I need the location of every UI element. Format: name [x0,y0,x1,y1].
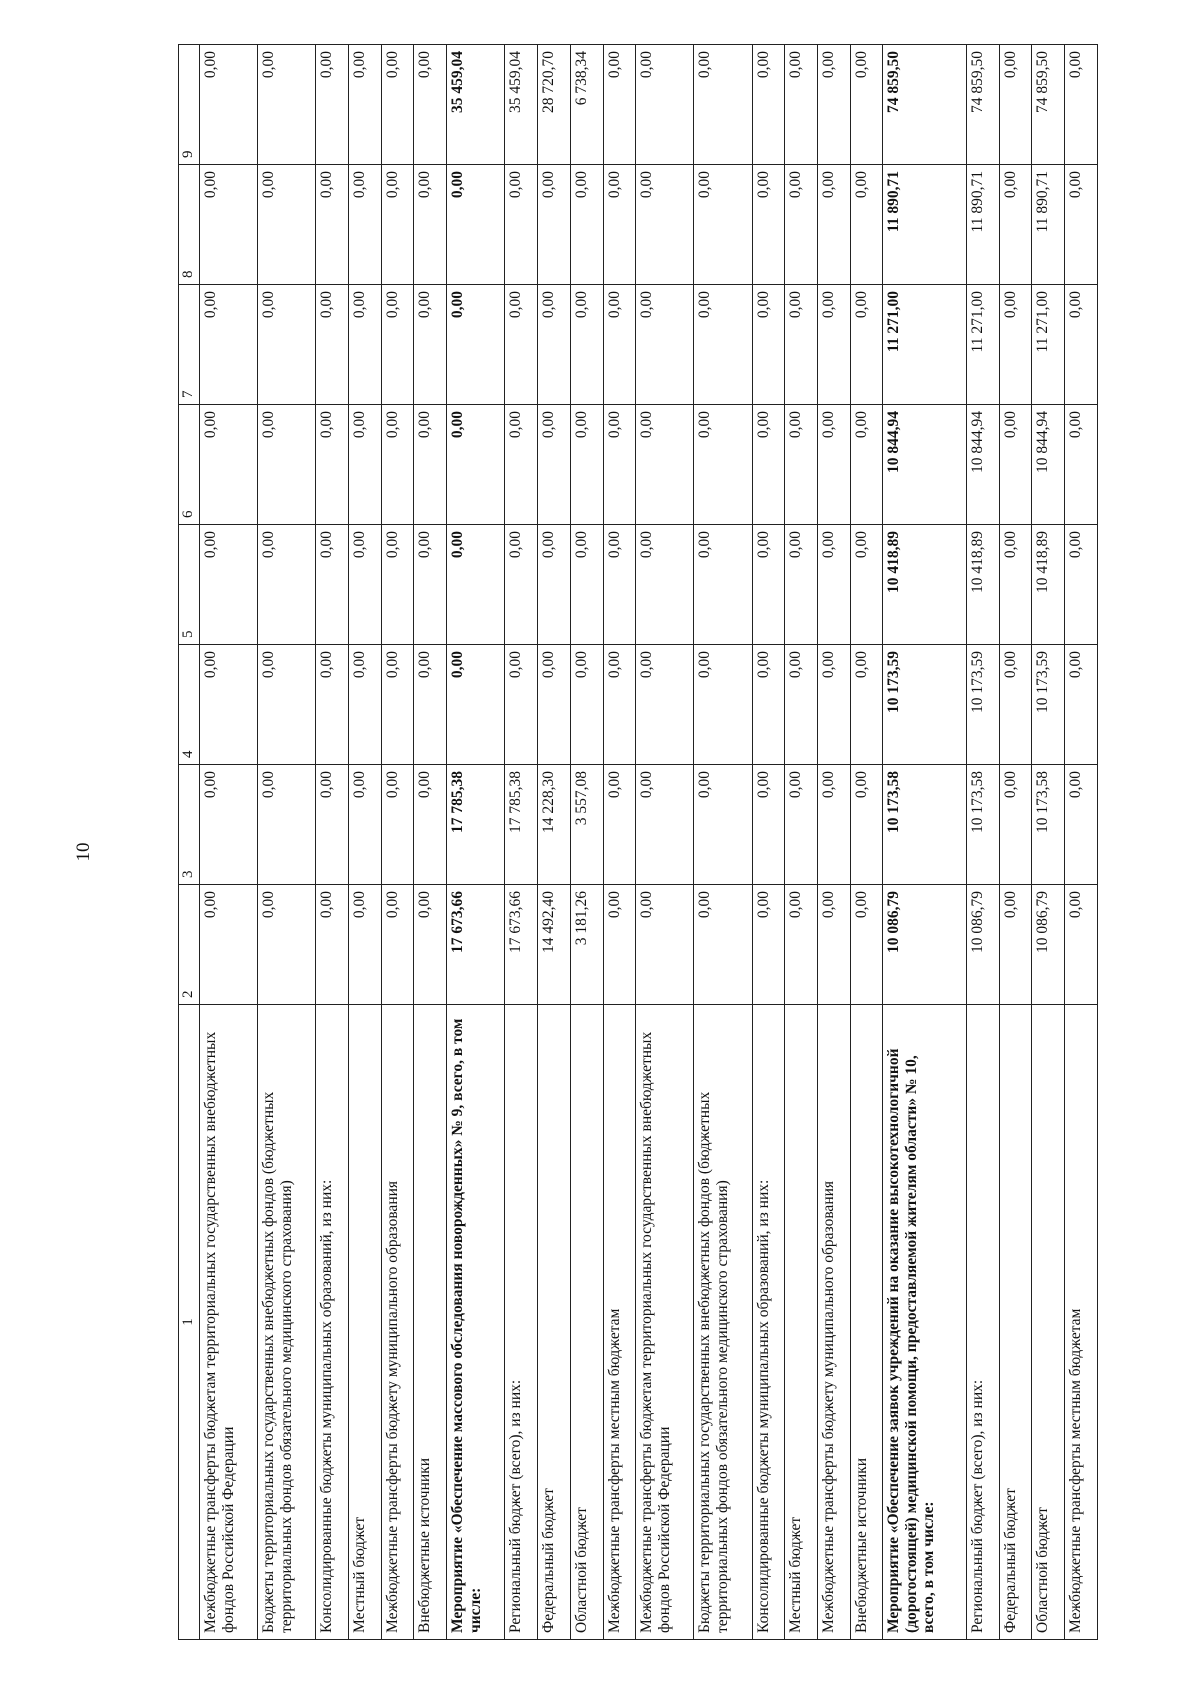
row-value: 0,00 [850,45,883,165]
table-row [570,45,603,1640]
row-value: 0,00 [817,645,850,765]
row-value: 0,00 [349,765,382,885]
row-value: 0,00 [381,525,414,645]
table-row [967,45,1000,1640]
row-value: 0,00 [817,525,850,645]
row-label: Областной бюджет [1032,1005,1065,1640]
row-value: 0,00 [999,285,1032,405]
row-label: Местный бюджет [349,1005,382,1640]
row-value: 0,00 [414,45,447,165]
row-value: 0,00 [414,165,447,285]
column-header: 3 [179,765,200,885]
row-value: 0,00 [349,645,382,765]
column-header: 1 [179,1005,200,1640]
row-value: 0,00 [200,645,258,765]
table-header-row [179,45,200,1640]
row-value: 74 859,50 [967,45,1000,165]
row-value: 0,00 [258,165,316,285]
row-value: 0,00 [817,45,850,165]
row-label: Межбюджетные трансферты бюджету муниципального образования [381,1005,414,1640]
row-value: 0,00 [505,285,538,405]
row-value: 0,00 [316,765,349,885]
row-value: 10 418,89 [883,525,967,645]
row-value: 0,00 [447,645,505,765]
row-value: 0,00 [258,45,316,165]
row-value: 0,00 [200,765,258,885]
row-value: 0,00 [538,165,571,285]
row-value: 0,00 [752,45,785,165]
row-value: 0,00 [636,285,694,405]
row-value: 0,00 [200,45,258,165]
table-row [1065,45,1098,1640]
row-value: 0,00 [381,885,414,1005]
row-value: 0,00 [1065,285,1098,405]
row-value: 0,00 [570,645,603,765]
table-row [752,45,785,1640]
table-row [349,45,382,1640]
row-label: Областной бюджет [570,1005,603,1640]
row-label: Мероприятие «Обеспечение массового обследования новорожденных» № 9, всего, в том числе: [447,1005,505,1640]
row-value: 0,00 [381,165,414,285]
row-value: 0,00 [850,405,883,525]
row-label: Межбюджетные трансферты бюджетам территориальных государственных внебюджетных фондов Российской Федерации [200,1005,258,1640]
row-value: 0,00 [817,285,850,405]
row-value: 0,00 [850,645,883,765]
row-value: 0,00 [414,765,447,885]
row-value: 0,00 [636,405,694,525]
row-value: 0,00 [694,645,752,765]
row-value: 0,00 [316,285,349,405]
column-header: 2 [179,885,200,1005]
row-value: 10 844,94 [1032,405,1065,525]
row-value: 0,00 [785,645,818,765]
row-value: 0,00 [603,525,636,645]
row-value: 0,00 [258,885,316,1005]
row-value: 0,00 [200,885,258,1005]
row-value: 0,00 [636,885,694,1005]
row-value: 0,00 [752,525,785,645]
row-value: 0,00 [785,405,818,525]
row-label: Межбюджетные трансферты местным бюджетам [603,1005,636,1640]
row-value: 14 228,30 [538,765,571,885]
row-value: 0,00 [1065,645,1098,765]
row-value: 0,00 [316,885,349,1005]
row-value: 0,00 [752,885,785,1005]
row-value: 0,00 [999,885,1032,1005]
row-value: 10 173,59 [883,645,967,765]
row-label: Бюджеты территориальных государственных внебюджетных фондов (бюджетных территориальных фондов обязательного медицинского страхования) [694,1005,752,1640]
row-value: 0,00 [1065,45,1098,165]
row-value: 10 086,79 [967,885,1000,1005]
table-row [316,45,349,1640]
row-value: 0,00 [785,765,818,885]
row-value: 0,00 [258,525,316,645]
row-value: 14 492,40 [538,885,571,1005]
row-value: 0,00 [381,45,414,165]
row-value: 0,00 [538,285,571,405]
row-value: 3 181,26 [570,885,603,1005]
row-value: 35 459,04 [505,45,538,165]
row-value: 17 673,66 [447,885,505,1005]
row-value: 74 859,50 [1032,45,1065,165]
row-value: 10 173,58 [1032,765,1065,885]
row-label: Межбюджетные трансферты местным бюджетам [1065,1005,1098,1640]
row-value: 0,00 [414,885,447,1005]
row-value: 10 086,79 [883,885,967,1005]
row-value: 0,00 [447,285,505,405]
row-value: 0,00 [414,645,447,765]
column-header: 8 [179,165,200,285]
row-value: 0,00 [603,405,636,525]
row-value: 0,00 [636,645,694,765]
row-value: 0,00 [694,885,752,1005]
row-value: 0,00 [603,765,636,885]
row-value: 0,00 [414,285,447,405]
row-value: 0,00 [381,765,414,885]
row-value: 0,00 [694,45,752,165]
row-value: 74 859,50 [883,45,967,165]
row-value: 0,00 [603,285,636,405]
table-row [883,45,967,1640]
row-value: 35 459,04 [447,45,505,165]
row-value: 0,00 [381,285,414,405]
row-value: 10 844,94 [967,405,1000,525]
row-value: 3 557,08 [570,765,603,885]
row-value: 11 271,00 [883,285,967,405]
row-value: 0,00 [999,405,1032,525]
row-label: Региональный бюджет (всего), из них: [505,1005,538,1640]
table-row [1032,45,1065,1640]
row-value: 0,00 [999,525,1032,645]
row-value: 10 173,58 [967,765,1000,885]
row-value: 0,00 [636,165,694,285]
row-value: 0,00 [694,765,752,885]
row-value: 0,00 [1065,765,1098,885]
row-label: Местный бюджет [785,1005,818,1640]
row-value: 17 673,66 [505,885,538,1005]
row-value: 0,00 [752,405,785,525]
row-value: 0,00 [200,405,258,525]
row-value: 0,00 [999,645,1032,765]
row-value: 0,00 [349,525,382,645]
row-value: 0,00 [817,765,850,885]
table-row [258,45,316,1640]
table-row [200,45,258,1640]
row-value: 0,00 [850,525,883,645]
row-label: Мероприятие «Обеспечение заявок учреждений на оказание высокотехнологичной (дорогостоящей) медицинской помощи, предоставляемой жителям области» № 10, всего, в том числе: [883,1005,967,1640]
row-value: 0,00 [349,885,382,1005]
row-value: 0,00 [850,165,883,285]
column-header: 7 [179,285,200,405]
row-value: 0,00 [316,405,349,525]
row-value: 0,00 [999,765,1032,885]
row-value: 0,00 [570,165,603,285]
row-value: 0,00 [200,285,258,405]
row-value: 0,00 [850,885,883,1005]
table-row [538,45,571,1640]
row-value: 0,00 [349,165,382,285]
row-value: 0,00 [200,165,258,285]
row-label: Консолидированные бюджеты муниципальных образований, из них: [316,1005,349,1640]
row-value: 0,00 [505,165,538,285]
row-value: 0,00 [752,645,785,765]
table-row [636,45,694,1640]
row-value: 0,00 [603,45,636,165]
row-value: 0,00 [316,165,349,285]
budget-table [178,44,1098,1640]
row-value: 0,00 [999,165,1032,285]
row-value: 0,00 [817,165,850,285]
row-value: 0,00 [258,285,316,405]
row-value: 0,00 [850,765,883,885]
row-value: 0,00 [570,525,603,645]
table-row [505,45,538,1640]
row-value: 0,00 [505,525,538,645]
row-value: 17 785,38 [505,765,538,885]
row-value: 0,00 [538,525,571,645]
row-label: Внебюджетные источники [850,1005,883,1640]
row-value: 0,00 [505,405,538,525]
table-row [850,45,883,1640]
row-label: Региональный бюджет (всего), из них: [967,1005,1000,1640]
row-label: Внебюджетные источники [414,1005,447,1640]
row-value: 11 890,71 [967,165,1000,285]
row-value: 17 785,38 [447,765,505,885]
table-row [694,45,752,1640]
row-value: 0,00 [636,765,694,885]
row-value: 0,00 [1065,405,1098,525]
row-value: 0,00 [570,285,603,405]
row-value: 0,00 [505,645,538,765]
table-row [999,45,1032,1640]
row-value: 0,00 [785,885,818,1005]
table-row [381,45,414,1640]
row-value: 0,00 [694,165,752,285]
row-value: 0,00 [850,285,883,405]
table-row [603,45,636,1640]
row-value: 0,00 [636,525,694,645]
row-value: 0,00 [414,525,447,645]
column-header: 5 [179,525,200,645]
row-value: 6 738,34 [570,45,603,165]
row-value: 0,00 [1065,525,1098,645]
row-value: 10 173,59 [1032,645,1065,765]
row-value: 0,00 [752,765,785,885]
row-value: 0,00 [538,645,571,765]
row-value: 0,00 [258,645,316,765]
row-value: 0,00 [785,285,818,405]
row-label: Бюджеты территориальных государственных внебюджетных фондов (бюджетных территориальных фондов обязательного медицинского страхования) [258,1005,316,1640]
row-value: 11 890,71 [1032,165,1065,285]
row-value: 11 271,00 [967,285,1000,405]
row-value: 0,00 [752,285,785,405]
row-value: 0,00 [603,165,636,285]
rotated-table-wrapper [178,45,1098,1640]
column-header: 4 [179,645,200,765]
row-value: 0,00 [817,405,850,525]
row-value: 0,00 [258,405,316,525]
row-value: 0,00 [694,285,752,405]
row-value: 0,00 [817,885,850,1005]
row-value: 10 173,58 [883,765,967,885]
row-label: Федеральный бюджет [999,1005,1032,1640]
row-value: 0,00 [752,165,785,285]
row-value: 0,00 [200,525,258,645]
row-label: Консолидированные бюджеты муниципальных образований, из них: [752,1005,785,1640]
page-number: 10 [73,842,94,862]
row-value: 0,00 [785,165,818,285]
table-row [447,45,505,1640]
row-value: 0,00 [636,45,694,165]
row-value: 10 418,89 [967,525,1000,645]
row-value: 0,00 [414,405,447,525]
row-value: 0,00 [570,405,603,525]
row-value: 0,00 [694,405,752,525]
row-value: 0,00 [316,45,349,165]
row-value: 0,00 [258,765,316,885]
row-value: 0,00 [447,405,505,525]
row-value: 0,00 [999,45,1032,165]
row-value: 28 720,70 [538,45,571,165]
column-header: 9 [179,45,200,165]
row-value: 0,00 [538,405,571,525]
row-value: 0,00 [785,45,818,165]
table-row [817,45,850,1640]
table-row [785,45,818,1640]
row-value: 0,00 [349,45,382,165]
row-value: 0,00 [316,645,349,765]
row-value: 0,00 [447,165,505,285]
row-label: Федеральный бюджет [538,1005,571,1640]
row-value: 0,00 [785,525,818,645]
row-value: 10 173,59 [967,645,1000,765]
row-value: 0,00 [316,525,349,645]
row-value: 10 418,89 [1032,525,1065,645]
row-value: 0,00 [694,525,752,645]
row-label: Межбюджетные трансферты бюджетам территориальных государственных внебюджетных фондов Российской Федерации [636,1005,694,1640]
row-value: 0,00 [603,645,636,765]
row-value: 0,00 [381,405,414,525]
column-header: 6 [179,405,200,525]
row-value: 0,00 [349,285,382,405]
row-value: 0,00 [603,885,636,1005]
row-value: 0,00 [381,645,414,765]
row-value: 10 086,79 [1032,885,1065,1005]
row-value: 0,00 [1065,165,1098,285]
table-row [414,45,447,1640]
row-value: 0,00 [447,525,505,645]
row-value: 0,00 [349,405,382,525]
row-value: 11 271,00 [1032,285,1065,405]
row-value: 10 844,94 [883,405,967,525]
row-label: Межбюджетные трансферты бюджету муниципального образования [817,1005,850,1640]
row-value: 11 890,71 [883,165,967,285]
row-value: 0,00 [1065,885,1098,1005]
